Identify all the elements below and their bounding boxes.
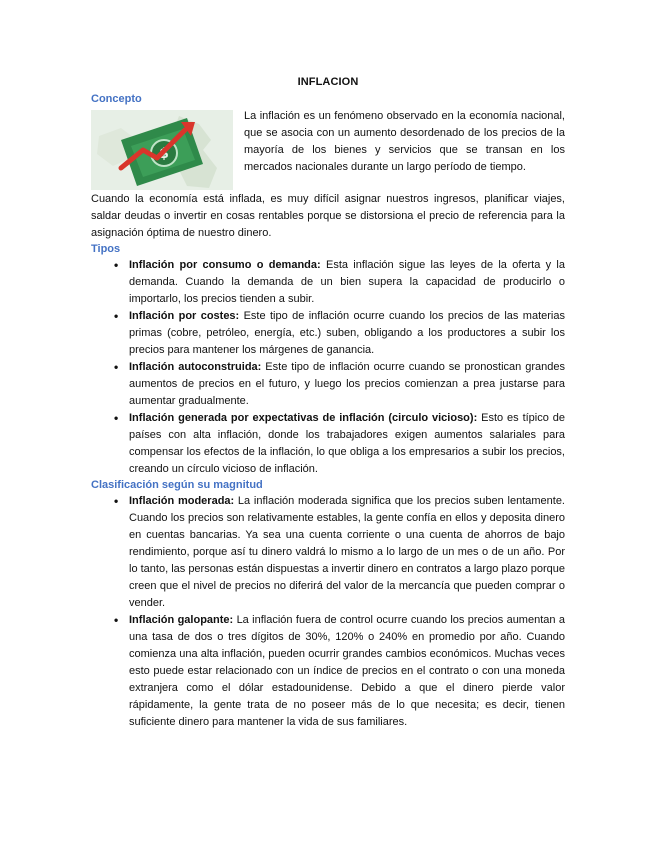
clasificacion-list bbox=[91, 493, 565, 731]
list-item-text: Este tipo de inflación ocurre cuando los precios de las materias primas (cobre, petróleo, energía, etc.) suben, obligando a los productores a subir los precios para mantener los márgenes de ganancia. bbox=[129, 310, 565, 356]
list-item-term: Inflación autoconstruida: bbox=[129, 361, 262, 373]
section-heading-tipos: Tipos bbox=[91, 243, 121, 255]
list-item-text: Esta inflación sigue las leyes de la oferta y la demanda. Cuando la demanda de un bien supera la capacidad de producirlo o importarlo, los precios tienden a subir. bbox=[129, 259, 565, 305]
list-item bbox=[129, 612, 565, 731]
section-heading-concepto: Concepto bbox=[91, 93, 142, 105]
list-item bbox=[129, 257, 565, 308]
tipos-list bbox=[91, 257, 565, 478]
list-item-term: Inflación por costes: bbox=[129, 310, 240, 322]
list-item bbox=[129, 308, 565, 359]
list-item-text: La inflación moderada significa que los precios suben lentamente. Cuando los precios son relativamente estables, la gente confía en ellos y deposita dinero en cuentas bancarias. Ya sea una cuenta corriente o una cuenta de ahorros de bajo rendimiento, porque así tu dinero valdrá lo mismo a lo largo de un mes o de un año. Por lo tanto, las personas están dispuestas a invertir dinero en contratos a largo plazo porque creen que el nivel de precios no diferirá del valor de la mercancía que pueden comprar o vender. bbox=[129, 495, 565, 609]
list-item-text: Este tipo de inflación ocurre cuando se pronostican grandes aumentos de precios en el futuro, y luego los precios comienzan a prea justarse para aumentar gradualmente. bbox=[129, 361, 565, 407]
document-page bbox=[91, 76, 565, 731]
document-title: INFLACION bbox=[297, 76, 359, 88]
list-item-term: Inflación moderada: bbox=[129, 495, 235, 507]
intro-block bbox=[91, 108, 565, 190]
intro-paragraph: La inflación es un fenómeno observado en la economía nacional, que se asocia con un aumento desordenado de los precios de la mayoría de los bienes y servicios que se transan en los mercados nacionales durante un largo período de tiempo. bbox=[244, 110, 565, 173]
inflation-chart-illustration bbox=[91, 110, 233, 190]
list-item-term: Inflación galopante: bbox=[129, 614, 234, 626]
list-item-text: La inflación fuera de control ocurre cuando los precios aumentan a una tasa de dos o tres dígitos de 30%, 120% o 240% en promedio por año. Cuando comienza una alta inflación, pueden ocurrir grandes cambios económicos. Muchas veces esto puede estar relacionado con un índice de precios en el contrato o con una moneda extranjera como el dólar estadounidense. Debido a que el dinero pierde valor rápidamente, la gente trata de no poseer más de lo que necesita; es decir, tienen suficiente dinero para mantener la vida de sus familiares. bbox=[129, 614, 565, 728]
concepto-paragraph: Cuando la economía está inflada, es muy difícil asignar nuestros ingresos, planificar viajes, saldar deudas o invertir en cosas rentables porque se distorsiona el precio de referencia para la asignación óptima de nuestro dinero. bbox=[91, 193, 565, 239]
list-item-term: Inflación generada por expectativas de inflación (circulo vicioso): bbox=[129, 412, 478, 424]
list-item-term: Inflación por consumo o demanda: bbox=[129, 259, 321, 271]
list-item bbox=[129, 359, 565, 410]
list-item bbox=[129, 493, 565, 612]
list-item-text: Esto es típico de países con alta inflación, donde los trabajadores exigen aumentos salariales para compensar los efectos de la inflación, lo que obliga a los empresarios a subir los precios, creando un círculo vicioso de inflación. bbox=[129, 412, 565, 475]
section-heading-clasificacion: Clasificación según su magnitud bbox=[91, 479, 263, 491]
dollar-sign-label: $ bbox=[159, 146, 169, 162]
list-item bbox=[129, 410, 565, 478]
